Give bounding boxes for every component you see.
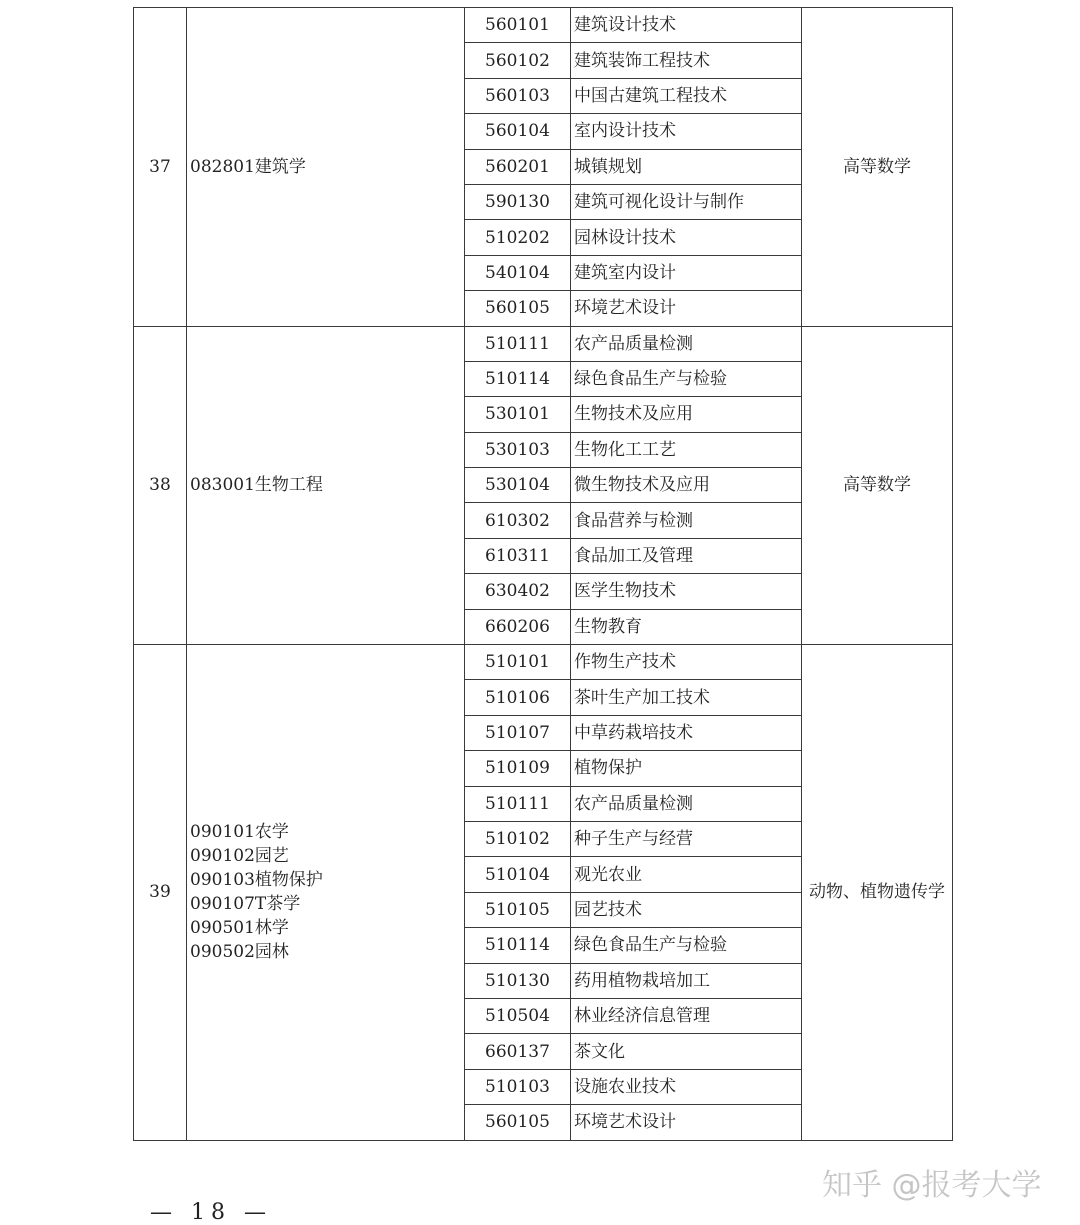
table-row [134,645,953,680]
vocational-major-code: 630402 [465,574,571,609]
vocational-major-name: 绿色食品生产与检验 [571,928,802,963]
vocational-major-name: 医学生物技术 [571,574,802,609]
vocational-major-name: 林业经济信息管理 [571,998,802,1033]
vocational-major-name: 茶叶生产加工技术 [571,680,802,715]
vocational-major-name: 园林设计技术 [571,220,802,255]
vocational-major-name: 食品加工及管理 [571,538,802,573]
undergrad-major-code: 090501 [190,918,255,939]
vocational-major-name: 种子生产与经营 [571,821,802,856]
vocational-major-name: 生物化工工艺 [571,432,802,467]
vocational-major-name: 药用植物栽培加工 [571,963,802,998]
vocational-major-code: 510114 [465,928,571,963]
vocational-major-code: 540104 [465,255,571,290]
vocational-major-code: 530103 [465,432,571,467]
undergrad-major-name: 园林 [254,942,289,963]
vocational-major-code: 560103 [465,78,571,113]
undergrad-major-code: 090502 [190,942,255,963]
undergrad-major [190,916,464,940]
vocational-major-code: 510105 [465,892,571,927]
undergrad-major-name: 植物保护 [254,870,323,891]
vocational-major-code: 510114 [465,361,571,396]
vocational-major-code: 560101 [465,8,571,43]
sequence-number: 37 [134,8,187,327]
vocational-major-code: 560105 [465,291,571,326]
vocational-major-name: 作物生产技术 [571,645,802,680]
undergrad-major [190,844,464,868]
vocational-major-code: 510504 [465,998,571,1033]
table-body [134,8,953,1141]
vocational-major-code: 660206 [465,609,571,644]
undergrad-major [190,155,464,179]
vocational-major-name: 设施农业技术 [571,1069,802,1104]
vocational-major-code: 510101 [465,645,571,680]
exam-subject: 动物、植物遗传学 [802,645,953,1140]
undergrad-major-code: 090102 [190,846,255,867]
exam-subject: 高等数学 [802,8,953,327]
vocational-major-code: 610311 [465,538,571,573]
vocational-major-code: 530104 [465,468,571,503]
page-number: — 18 — [150,1200,272,1225]
undergrad-major-code: 082801 [190,156,255,177]
undergrad-major-name: 园艺 [254,846,289,867]
vocational-major-name: 园艺技术 [571,892,802,927]
vocational-major-name: 观光农业 [571,857,802,892]
vocational-major-code: 510202 [465,220,571,255]
vocational-major-code: 560102 [465,43,571,78]
undergrad-major [190,820,464,844]
vocational-major-name: 农产品质量检测 [571,326,802,361]
vocational-major-name: 食品营养与检测 [571,503,802,538]
vocational-major-code: 560105 [465,1105,571,1140]
vocational-major-name: 室内设计技术 [571,114,802,149]
vocational-major-code: 510103 [465,1069,571,1104]
undergrad-majors [187,8,465,327]
undergrad-major [190,892,464,916]
vocational-major-name: 建筑可视化设计与制作 [571,184,802,219]
undergrad-major-code: 083001 [190,475,255,496]
undergrad-major-code: 090101 [190,822,255,843]
undergrad-major [190,940,464,964]
undergrad-major-code: 090103 [190,870,255,891]
vocational-major-code: 560201 [465,149,571,184]
undergrad-major-name: 林学 [254,918,289,939]
table-row [134,326,953,361]
vocational-major-name: 城镇规划 [571,149,802,184]
vocational-major-code: 510111 [465,786,571,821]
vocational-major-code: 510109 [465,751,571,786]
vocational-major-name: 建筑室内设计 [571,255,802,290]
vocational-major-code: 510106 [465,680,571,715]
majors-table [133,7,953,1141]
exam-subject: 高等数学 [802,326,953,645]
vocational-major-code: 530101 [465,397,571,432]
vocational-major-name: 农产品质量检测 [571,786,802,821]
vocational-major-name: 中草药栽培技术 [571,715,802,750]
vocational-major-name: 建筑装饰工程技术 [571,43,802,78]
undergrad-major-name: 茶学 [266,894,301,915]
undergrad-major [190,473,464,497]
sequence-number: 38 [134,326,187,645]
vocational-major-name: 环境艺术设计 [571,291,802,326]
vocational-major-code: 510104 [465,857,571,892]
vocational-major-name: 植物保护 [571,751,802,786]
vocational-major-code: 560104 [465,114,571,149]
sequence-number: 39 [134,645,187,1140]
watermark: 知乎 @报考大学 [822,1168,1042,1203]
vocational-major-code: 510111 [465,326,571,361]
undergrad-major-code: 090107T [190,894,267,915]
vocational-major-code: 510107 [465,715,571,750]
vocational-major-name: 微生物技术及应用 [571,468,802,503]
undergrad-majors [187,645,465,1140]
vocational-major-code: 510102 [465,821,571,856]
vocational-major-name: 建筑设计技术 [571,8,802,43]
vocational-major-name: 环境艺术设计 [571,1105,802,1140]
vocational-major-code: 660137 [465,1034,571,1069]
vocational-major-name: 中国古建筑工程技术 [571,78,802,113]
vocational-major-name: 绿色食品生产与检验 [571,361,802,396]
vocational-major-code: 610302 [465,503,571,538]
undergrad-major-name: 农学 [254,822,289,843]
table-row [134,8,953,43]
vocational-major-name: 生物技术及应用 [571,397,802,432]
vocational-major-name: 茶文化 [571,1034,802,1069]
vocational-major-code: 590130 [465,184,571,219]
undergrad-major-name: 生物工程 [254,475,323,496]
undergrad-major-name: 建筑学 [254,156,306,177]
vocational-major-name: 生物教育 [571,609,802,644]
undergrad-major [190,868,464,892]
vocational-major-code: 510130 [465,963,571,998]
undergrad-majors [187,326,465,645]
